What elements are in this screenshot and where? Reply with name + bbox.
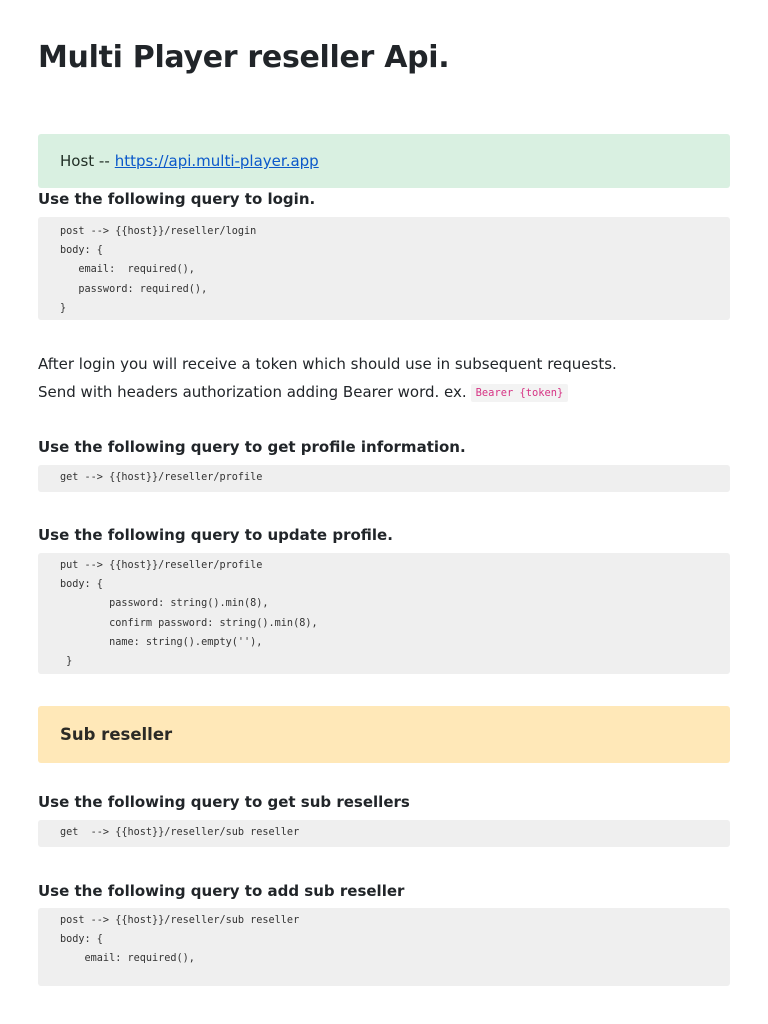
sub-reseller-section-header (38, 706, 730, 763)
token-info-line-1: After login you will receive a token which should use in subsequent requests. (38, 355, 617, 373)
code-line: name: string().empty(''), (60, 636, 263, 648)
page-title: Multi Player reseller Api. (38, 40, 450, 75)
code-line: email: required(), (60, 264, 195, 276)
host-alert (38, 134, 730, 188)
code-line: get --> {{host}}/reseller/sub reseller (60, 827, 300, 838)
bearer-token-example: Bearer {token} (471, 384, 569, 402)
login-heading: Use the following query to login. (38, 190, 316, 208)
login-code-block (38, 217, 730, 320)
sub-reseller-title: Sub reseller (60, 725, 173, 744)
get-sub-resellers-heading: Use the following query to get sub resellers (38, 793, 410, 811)
profile-heading: Use the following query to get profile information. (38, 438, 466, 456)
code-line: confirm password: string().min(8), (60, 617, 318, 629)
host-link[interactable]: https://api.multi-player.app (114, 152, 319, 170)
token-info-text: Send with headers authorization adding Bearer word. ex. (38, 383, 467, 401)
code-line: } (60, 655, 73, 667)
code-line: email: required(), (60, 953, 195, 965)
host-label: Host -- (60, 152, 110, 170)
code-line: } (60, 302, 67, 314)
get-sub-resellers-code-block (38, 820, 730, 847)
code-line: get --> {{host}}/reseller/profile (60, 472, 263, 483)
code-line: body: { (60, 245, 103, 257)
profile-code-block (38, 465, 730, 492)
add-sub-reseller-code-block (38, 908, 730, 986)
token-info-line-2 (38, 383, 568, 401)
code-line: body: { (60, 579, 103, 591)
update-profile-code-block (38, 553, 730, 674)
code-line: password: required(), (60, 283, 208, 295)
code-line: post --> {{host}}/reseller/sub reseller (60, 915, 300, 926)
code-line: body: { (60, 934, 103, 946)
add-sub-reseller-heading: Use the following query to add sub reseller (38, 882, 405, 900)
code-line: post --> {{host}}/reseller/login (60, 226, 257, 237)
update-profile-heading: Use the following query to update profile. (38, 526, 393, 544)
code-line: put --> {{host}}/reseller/profile (60, 560, 263, 571)
code-line: password: string().min(8), (60, 598, 269, 610)
